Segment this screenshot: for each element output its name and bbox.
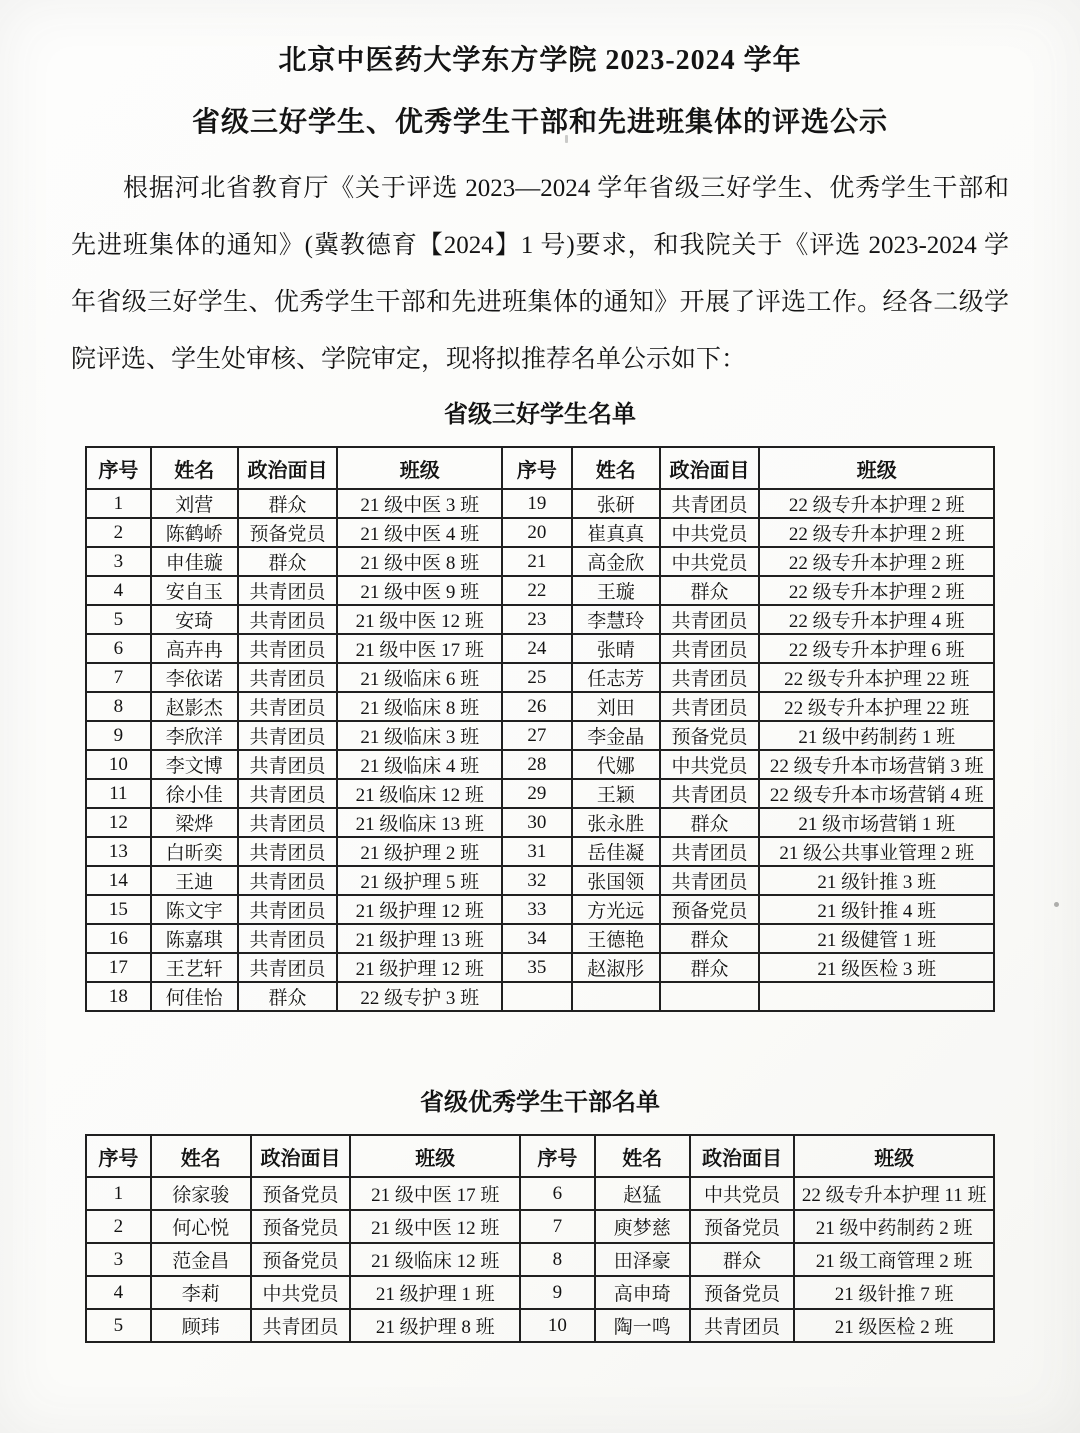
table-cell: 20: [502, 518, 572, 547]
table-cell: 23: [502, 605, 572, 634]
table-cell: 群众: [238, 547, 338, 576]
table-cell: 14: [86, 866, 151, 895]
table-cell: 共青团员: [238, 750, 338, 779]
table-cell: 21 级临床 4 班: [337, 750, 502, 779]
table-cell: 1: [86, 1177, 151, 1210]
table-cell: 21 级健管 1 班: [759, 924, 994, 953]
table-cell: 李金晶: [572, 721, 660, 750]
table-cell: 方光远: [572, 895, 660, 924]
column-header: 班级: [759, 447, 994, 489]
table-cell: 王璇: [572, 576, 660, 605]
table-cell: 21 级临床 3 班: [337, 721, 502, 750]
table-cell: 3: [86, 1243, 151, 1276]
table-cell: 安琦: [151, 605, 238, 634]
table-cell: 张永胜: [572, 808, 660, 837]
table-cell: 7: [86, 663, 151, 692]
table-cell: 共青团员: [690, 1309, 795, 1342]
table-row: [86, 866, 994, 895]
table-cell: 李欣洋: [151, 721, 238, 750]
table-cell: 预备党员: [690, 1210, 795, 1243]
paragraph-line: 先进班集体的通知》(冀教德育【2024】1 号)要求，和我院关于《评选 2023-2024 学: [71, 232, 1009, 259]
table-cell: 7: [520, 1210, 595, 1243]
table-cell: 19: [502, 489, 572, 518]
table-cell: 预备党员: [660, 721, 760, 750]
table-cell: 陈鹤峤: [151, 518, 238, 547]
paragraph-line: 年省级三好学生、优秀学生干部和先进班集体的通知》开展了评选工作。经各二级学: [71, 289, 1009, 316]
table-cell: 顾玮: [151, 1309, 251, 1342]
table-cell: 21 级中医 4 班: [337, 518, 502, 547]
table-cell: 15: [86, 895, 151, 924]
table-cell: 9: [86, 721, 151, 750]
table-cell: 王德艳: [572, 924, 660, 953]
table-cell: 21 级护理 13 班: [337, 924, 502, 953]
table-cell: 22 级专升本护理 2 班: [759, 576, 994, 605]
table-cell: 共青团员: [238, 721, 338, 750]
table-cell: 21 级中医 12 班: [350, 1210, 520, 1243]
table-cell: 岳佳凝: [572, 837, 660, 866]
table-cell: 李文博: [151, 750, 238, 779]
paragraph-line: 院评选、学生处审核、学院审定，现将拟推荐名单公示如下：: [71, 346, 747, 373]
table-cell: 共青团员: [238, 808, 338, 837]
table-cell: 21: [502, 547, 572, 576]
table-cell: 共青团员: [660, 605, 760, 634]
table-cell: 28: [502, 750, 572, 779]
table-cell: 32: [502, 866, 572, 895]
intro-paragraph: [71, 160, 1009, 388]
table-cell: 22 级专护 3 班: [337, 982, 502, 1011]
table-cell: 李莉: [151, 1276, 251, 1309]
table-cell: 17: [86, 953, 151, 982]
table-cell: 任志芳: [572, 663, 660, 692]
table-cell: 何心悦: [151, 1210, 251, 1243]
table-cell: 王迪: [151, 866, 238, 895]
table-cell: 王艺轩: [151, 953, 238, 982]
table-cell: 21 级市场营销 1 班: [759, 808, 994, 837]
column-header: 政治面目: [251, 1135, 351, 1177]
table-cell: 田泽豪: [595, 1243, 690, 1276]
table-cell: 6: [86, 634, 151, 663]
column-header: 序号: [520, 1135, 595, 1177]
merit-students-table: [85, 446, 995, 1012]
merit-students-table-title: 省级三好学生名单: [444, 402, 636, 428]
table-cell: 中共党员: [660, 750, 760, 779]
table-cell: 预备党员: [238, 518, 338, 547]
table-cell: 刘营: [151, 489, 238, 518]
table-cell: 6: [520, 1177, 595, 1210]
table-cell: 21 级中药制药 1 班: [759, 721, 994, 750]
table-cell: 21 级工商管理 2 班: [794, 1243, 994, 1276]
table-row: [86, 779, 994, 808]
column-header: 班级: [350, 1135, 520, 1177]
table-cell: 1: [86, 489, 151, 518]
table-cell: 21 级医检 3 班: [759, 953, 994, 982]
table-cell: 共青团员: [238, 605, 338, 634]
table-cell: 徐小佳: [151, 779, 238, 808]
table-cell: 共青团员: [660, 692, 760, 721]
table-cell: 21 级护理 12 班: [337, 895, 502, 924]
table-cell: 赵淑彤: [572, 953, 660, 982]
table-cell: 高申琦: [595, 1276, 690, 1309]
outstanding-cadres-table-title: 省级优秀学生干部名单: [420, 1090, 660, 1116]
table-cell: 范金昌: [151, 1243, 251, 1276]
table-cell: 22: [502, 576, 572, 605]
table-row: [86, 982, 994, 1011]
table-cell: 24: [502, 634, 572, 663]
table-cell: 安自玉: [151, 576, 238, 605]
table-cell: 共青团员: [251, 1309, 351, 1342]
table-cell: 陈嘉琪: [151, 924, 238, 953]
table-cell: 共青团员: [660, 779, 760, 808]
table-cell: 21 级护理 5 班: [337, 866, 502, 895]
table-cell: 33: [502, 895, 572, 924]
table-cell: 16: [86, 924, 151, 953]
table-row: [86, 721, 994, 750]
table-cell: 崔真真: [572, 518, 660, 547]
table-cell: 高金欣: [572, 547, 660, 576]
table-row: [86, 1210, 994, 1243]
table-row: [86, 750, 994, 779]
table-cell: 21 级护理 8 班: [350, 1309, 520, 1342]
table-cell: 赵猛: [595, 1177, 690, 1210]
table-row: [86, 808, 994, 837]
table-cell: 共青团员: [238, 779, 338, 808]
table-cell: 张晴: [572, 634, 660, 663]
table-cell: 预备党员: [251, 1210, 351, 1243]
table-cell: 22 级专升本护理 22 班: [759, 692, 994, 721]
table-cell: 陶一鸣: [595, 1309, 690, 1342]
table-cell: 21 级中医 17 班: [350, 1177, 520, 1210]
scan-speck: [1054, 902, 1059, 907]
table-cell: 21 级临床 6 班: [337, 663, 502, 692]
column-header: 政治面目: [238, 447, 338, 489]
table-cell: 22 级专升本市场营销 3 班: [759, 750, 994, 779]
table-cell: 21 级针推 3 班: [759, 866, 994, 895]
outstanding-cadres-table: [85, 1134, 995, 1343]
table-cell: 2: [86, 518, 151, 547]
table-cell: 群众: [660, 576, 760, 605]
table-cell: 8: [520, 1243, 595, 1276]
table-cell: 25: [502, 663, 572, 692]
table-cell: 22 级专升本护理 6 班: [759, 634, 994, 663]
table-cell: 21 级中医 17 班: [337, 634, 502, 663]
table-cell: 李慧玲: [572, 605, 660, 634]
table-cell: 10: [520, 1309, 595, 1342]
table-cell: 21 级临床 12 班: [337, 779, 502, 808]
table-cell: 21 级临床 13 班: [337, 808, 502, 837]
table-cell: 中共党员: [251, 1276, 351, 1309]
table-cell: 群众: [660, 953, 760, 982]
table-cell: 代娜: [572, 750, 660, 779]
table-cell: 12: [86, 808, 151, 837]
table-cell: 白昕奕: [151, 837, 238, 866]
column-header: 班级: [794, 1135, 994, 1177]
table-cell: 30: [502, 808, 572, 837]
table-cell: 预备党员: [251, 1243, 351, 1276]
table-cell: 徐家骏: [151, 1177, 251, 1210]
table-cell: 何佳怡: [151, 982, 238, 1011]
table-cell: 22 级专升本护理 4 班: [759, 605, 994, 634]
table-cell: 21 级护理 2 班: [337, 837, 502, 866]
column-header: 序号: [502, 447, 572, 489]
doc-title-line2: 省级三好学生、优秀学生干部和先进班集体的评选公示: [191, 107, 888, 138]
column-header: 姓名: [151, 1135, 251, 1177]
table-cell: 21 级中医 9 班: [337, 576, 502, 605]
table-row: [86, 1243, 994, 1276]
table-row: [86, 953, 994, 982]
table-cell: 21 级临床 8 班: [337, 692, 502, 721]
table-cell: 21 级中医 12 班: [337, 605, 502, 634]
table-cell: 张国领: [572, 866, 660, 895]
table-cell: 陈文宇: [151, 895, 238, 924]
table-cell: 21 级中医 8 班: [337, 547, 502, 576]
table-cell: 张研: [572, 489, 660, 518]
table-cell: 21 级中药制药 2 班: [794, 1210, 994, 1243]
column-header: 政治面目: [690, 1135, 795, 1177]
table-cell: [759, 982, 994, 1011]
table-cell: 21 级针推 7 班: [794, 1276, 994, 1309]
table-cell: 5: [86, 605, 151, 634]
table-cell: 共青团员: [238, 953, 338, 982]
table-cell: 13: [86, 837, 151, 866]
paragraph-line: 根据河北省教育厅《关于评选 2023—2024 学年省级三好学生、优秀学生干部和: [123, 175, 1009, 202]
scan-speck: [565, 135, 568, 143]
table-cell: 26: [502, 692, 572, 721]
table-row: [86, 547, 994, 576]
table-cell: 群众: [238, 982, 338, 1011]
table-cell: 申佳璇: [151, 547, 238, 576]
table-cell: 梁烨: [151, 808, 238, 837]
table-cell: 赵影杰: [151, 692, 238, 721]
table-cell: 共青团员: [660, 837, 760, 866]
column-header: 政治面目: [660, 447, 760, 489]
column-header: 姓名: [572, 447, 660, 489]
table-cell: 22 级专升本护理 2 班: [759, 489, 994, 518]
table-cell: 群众: [238, 489, 338, 518]
table-cell: 21 级护理 1 班: [350, 1276, 520, 1309]
table-row: [86, 634, 994, 663]
table-cell: 中共党员: [660, 518, 760, 547]
table-cell: 共青团员: [238, 634, 338, 663]
table-cell: 34: [502, 924, 572, 953]
table-row: [86, 924, 994, 953]
table-row: [86, 1309, 994, 1342]
table-cell: 4: [86, 576, 151, 605]
table-cell: 8: [86, 692, 151, 721]
table-cell: 预备党员: [660, 895, 760, 924]
table-cell: 9: [520, 1276, 595, 1309]
table-cell: 群众: [660, 924, 760, 953]
table-cell: 预备党员: [690, 1276, 795, 1309]
table-row: [86, 1177, 994, 1210]
header-row: [86, 447, 994, 489]
column-header: 序号: [86, 447, 151, 489]
table-cell: 31: [502, 837, 572, 866]
column-header: 序号: [86, 1135, 151, 1177]
table-cell: 共青团员: [238, 866, 338, 895]
table-row: [86, 895, 994, 924]
table-cell: 共青团员: [238, 692, 338, 721]
table-row: [86, 518, 994, 547]
table-cell: [572, 982, 660, 1011]
table-cell: 22 级专升本市场营销 4 班: [759, 779, 994, 808]
column-header: 姓名: [151, 447, 238, 489]
table-cell: 3: [86, 547, 151, 576]
doc-title-line1: 北京中医药大学东方学院 2023-2024 学年: [278, 45, 802, 76]
table-row: [86, 489, 994, 518]
table-cell: 群众: [660, 808, 760, 837]
table-cell: 共青团员: [238, 576, 338, 605]
table-cell: 高卉冉: [151, 634, 238, 663]
table-row: [86, 1276, 994, 1309]
table-cell: 22 级专升本护理 2 班: [759, 547, 994, 576]
table-cell: 群众: [690, 1243, 795, 1276]
table-cell: 庾梦慈: [595, 1210, 690, 1243]
table-cell: 王颖: [572, 779, 660, 808]
column-header: 姓名: [595, 1135, 690, 1177]
table-cell: [660, 982, 760, 1011]
table-cell: 共青团员: [660, 634, 760, 663]
table-cell: 预备党员: [251, 1177, 351, 1210]
table-cell: 中共党员: [690, 1177, 795, 1210]
table-cell: 22 级专升本护理 2 班: [759, 518, 994, 547]
column-header: 班级: [337, 447, 502, 489]
table-cell: 共青团员: [660, 866, 760, 895]
table-cell: 共青团员: [660, 663, 760, 692]
table-row: [86, 605, 994, 634]
table-cell: 22 级专升本护理 22 班: [759, 663, 994, 692]
table-cell: 中共党员: [660, 547, 760, 576]
table-cell: 35: [502, 953, 572, 982]
table-cell: 共青团员: [238, 663, 338, 692]
table-cell: 10: [86, 750, 151, 779]
table-cell: 李依诺: [151, 663, 238, 692]
table-cell: 21 级公共事业管理 2 班: [759, 837, 994, 866]
table-row: [86, 663, 994, 692]
table-cell: 21 级中医 3 班: [337, 489, 502, 518]
table-cell: 5: [86, 1309, 151, 1342]
table-cell: [502, 982, 572, 1011]
table-cell: 18: [86, 982, 151, 1011]
table-cell: 21 级针推 4 班: [759, 895, 994, 924]
table-cell: 共青团员: [238, 895, 338, 924]
table-cell: 共青团员: [660, 489, 760, 518]
table-row: [86, 692, 994, 721]
table-cell: 共青团员: [238, 837, 338, 866]
table-cell: 21 级医检 2 班: [794, 1309, 994, 1342]
table-cell: 22 级专升本护理 11 班: [794, 1177, 994, 1210]
header-row: [86, 1135, 994, 1177]
table-cell: 刘田: [572, 692, 660, 721]
table-cell: 21 级临床 12 班: [350, 1243, 520, 1276]
table-cell: 11: [86, 779, 151, 808]
table-cell: 2: [86, 1210, 151, 1243]
table-cell: 27: [502, 721, 572, 750]
table-row: [86, 837, 994, 866]
table-cell: 29: [502, 779, 572, 808]
table-row: [86, 576, 994, 605]
table-cell: 4: [86, 1276, 151, 1309]
table-cell: 21 级护理 12 班: [337, 953, 502, 982]
table-cell: 共青团员: [238, 924, 338, 953]
